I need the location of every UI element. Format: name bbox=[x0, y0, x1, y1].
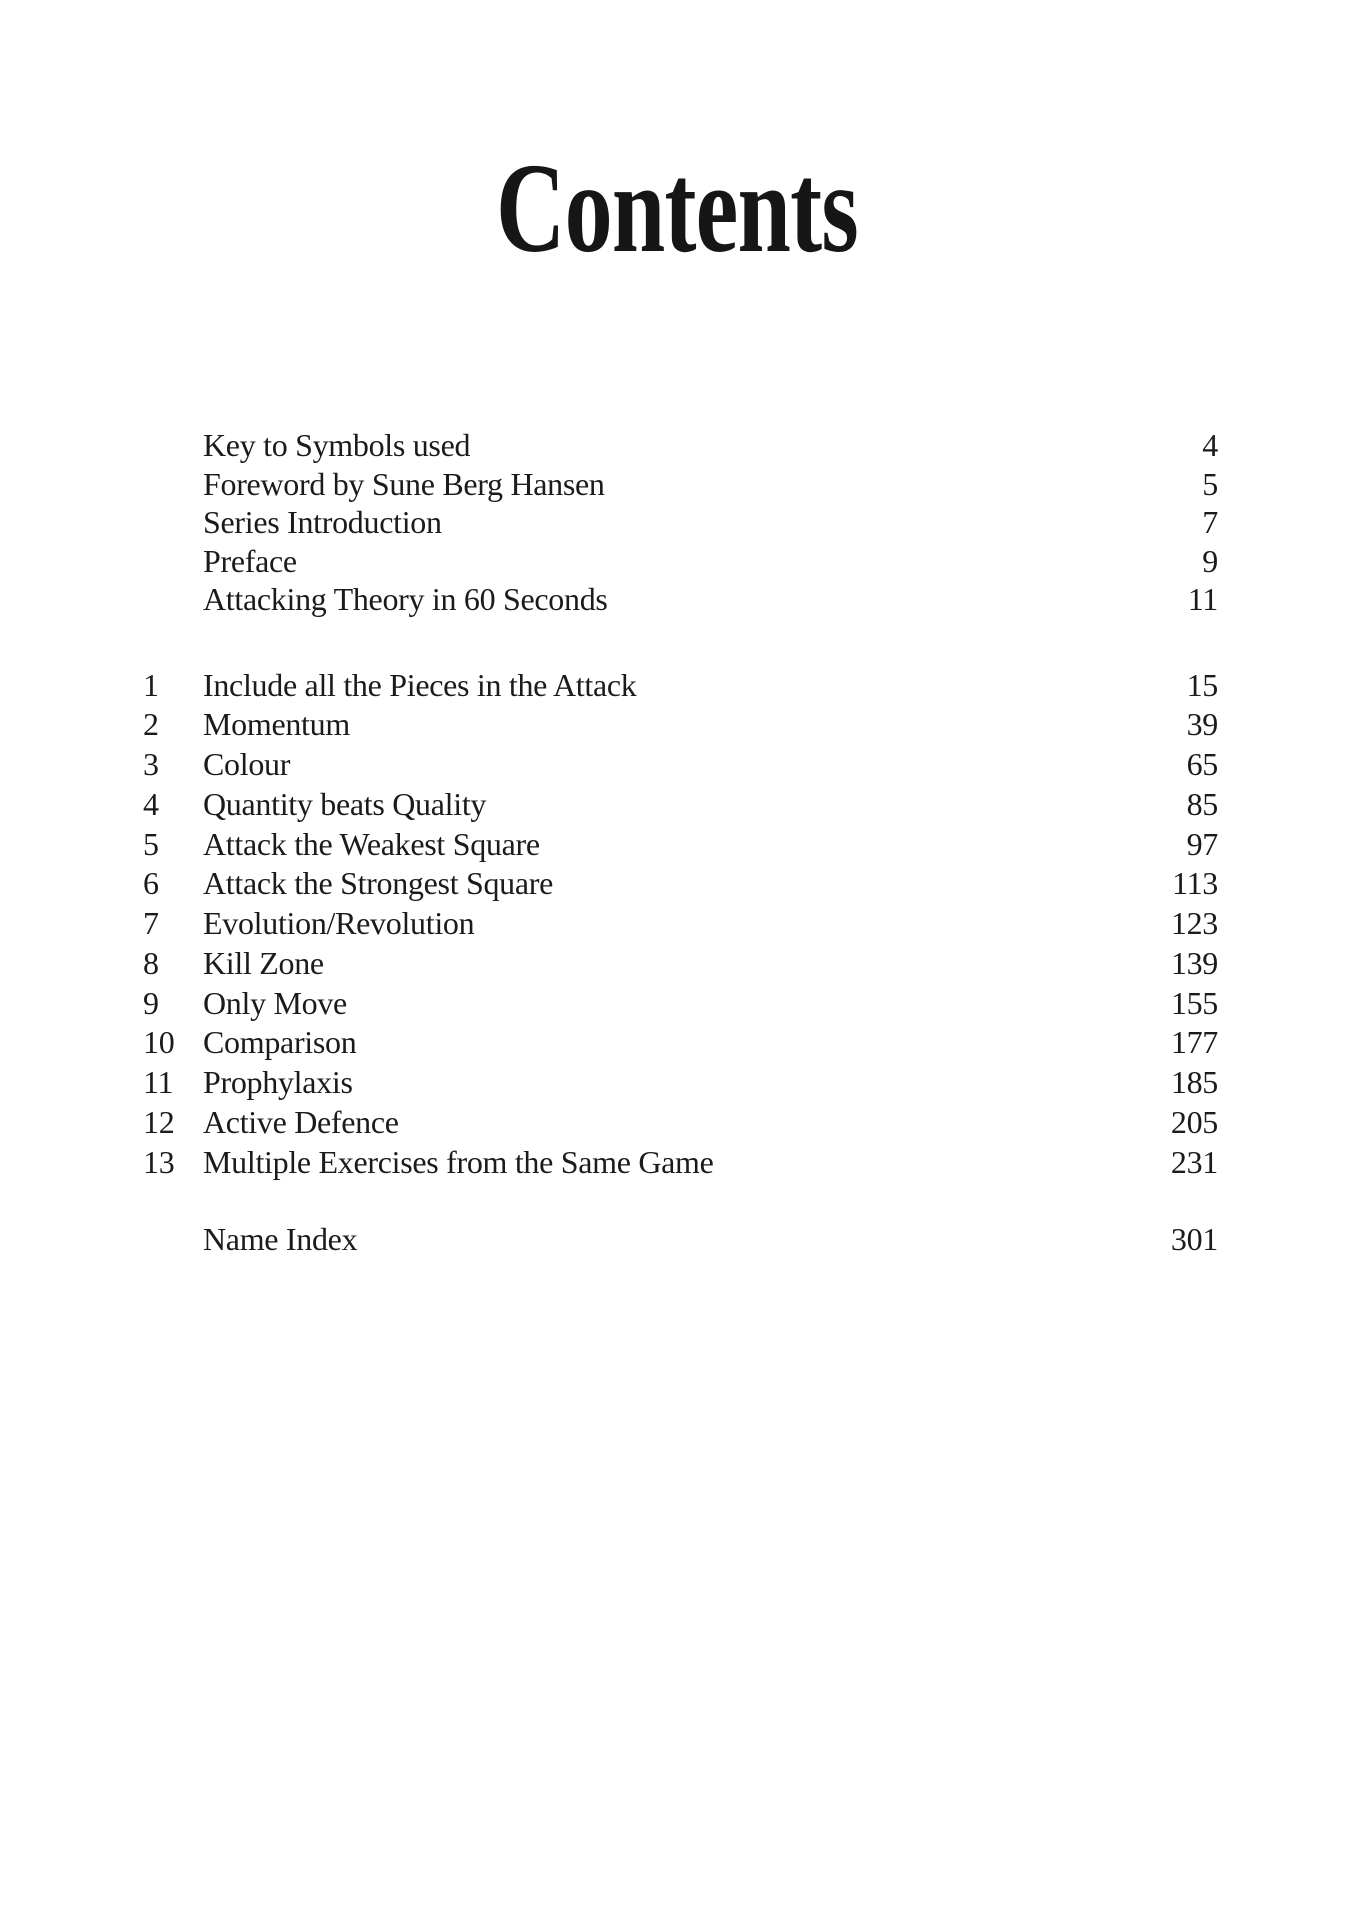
back-matter-section bbox=[143, 1221, 1218, 1261]
entry-title: Multiple Exercises from the Same Game bbox=[203, 1143, 714, 1180]
front-matter-section bbox=[143, 427, 1218, 620]
chapter-number: 4 bbox=[143, 785, 159, 822]
entry-title: Comparison bbox=[203, 1024, 357, 1061]
entry-page-number: 185 bbox=[1170, 1064, 1218, 1100]
section-gap bbox=[143, 1183, 1218, 1221]
entry-page-number: 113 bbox=[1172, 865, 1218, 902]
entry-title: Series Introduction bbox=[203, 504, 442, 540]
chapter-number: 1 bbox=[143, 666, 159, 703]
toc-row bbox=[143, 786, 1218, 826]
entry-title: Preface bbox=[203, 542, 297, 579]
entry-page-number: 39 bbox=[1186, 706, 1218, 743]
chapters-section bbox=[143, 667, 1218, 1184]
section-gap bbox=[143, 620, 1218, 667]
toc-row bbox=[143, 427, 1218, 466]
chapter-number: 12 bbox=[143, 1103, 175, 1140]
chapter-number: 6 bbox=[143, 865, 159, 902]
entry-title: Name Index bbox=[203, 1221, 358, 1258]
toc-row bbox=[143, 746, 1218, 786]
chapter-number: 11 bbox=[143, 1064, 174, 1100]
toc-row bbox=[143, 1064, 1218, 1104]
entry-title: Attack the Weakest Square bbox=[203, 825, 540, 862]
toc-row bbox=[143, 985, 1218, 1025]
toc-row bbox=[143, 1221, 1218, 1261]
entry-page-number: 231 bbox=[1170, 1143, 1218, 1180]
entry-title: Include all the Pieces in the Attack bbox=[203, 666, 637, 703]
entry-page-number: 4 bbox=[1202, 427, 1218, 463]
entry-page-number: 7 bbox=[1202, 504, 1218, 540]
entry-page-number: 11 bbox=[1187, 581, 1218, 617]
chapter-number: 2 bbox=[143, 706, 159, 743]
entry-title: Foreword by Sune Berg Hansen bbox=[203, 465, 605, 502]
entry-page-number: 65 bbox=[1186, 746, 1218, 782]
entry-title: Attack the Strongest Square bbox=[203, 865, 554, 902]
toc-row bbox=[143, 1024, 1218, 1064]
entry-page-number: 97 bbox=[1186, 825, 1218, 862]
chapter-number: 13 bbox=[143, 1143, 175, 1180]
toc-row bbox=[143, 865, 1218, 905]
entry-title: Prophylaxis bbox=[203, 1064, 353, 1100]
entry-page-number: 205 bbox=[1170, 1103, 1218, 1140]
entry-page-number: 15 bbox=[1186, 666, 1218, 703]
entry-page-number: 177 bbox=[1170, 1024, 1218, 1061]
entry-title: Quantity beats Quality bbox=[203, 785, 487, 822]
toc-row bbox=[143, 905, 1218, 945]
page-title: Contents bbox=[495, 137, 859, 279]
entry-page-number: 85 bbox=[1186, 785, 1218, 822]
entry-page-number: 5 bbox=[1202, 465, 1218, 502]
chapter-number: 7 bbox=[143, 905, 159, 941]
entry-page-number: 301 bbox=[1170, 1221, 1218, 1258]
entry-title: Colour bbox=[203, 746, 291, 782]
entry-title: Active Defence bbox=[203, 1103, 399, 1140]
chapter-number: 9 bbox=[143, 984, 159, 1021]
entry-title: Momentum bbox=[203, 706, 350, 743]
entry-title: Kill Zone bbox=[203, 944, 324, 981]
toc-row bbox=[143, 706, 1218, 746]
toc-row bbox=[143, 1144, 1218, 1184]
toc-row bbox=[143, 667, 1218, 707]
table-of-contents bbox=[143, 427, 1218, 1261]
toc-row bbox=[143, 945, 1218, 985]
entry-title: Attacking Theory in 60 Seconds bbox=[203, 581, 608, 617]
entry-page-number: 9 bbox=[1202, 542, 1218, 579]
toc-row bbox=[143, 543, 1218, 582]
entry-page-number: 139 bbox=[1170, 944, 1218, 981]
entry-page-number: 123 bbox=[1170, 905, 1218, 941]
toc-row bbox=[143, 581, 1218, 620]
toc-row bbox=[143, 504, 1218, 543]
entry-title: Evolution/Revolution bbox=[203, 905, 475, 941]
entry-page-number: 155 bbox=[1170, 984, 1218, 1021]
toc-row bbox=[143, 1104, 1218, 1144]
toc-row bbox=[143, 466, 1218, 505]
toc-row bbox=[143, 826, 1218, 866]
entry-title: Only Move bbox=[203, 984, 347, 1021]
chapter-number: 8 bbox=[143, 944, 159, 981]
entry-title: Key to Symbols used bbox=[203, 427, 471, 463]
chapter-number: 3 bbox=[143, 746, 159, 782]
chapter-number: 5 bbox=[143, 825, 159, 862]
chapter-number: 10 bbox=[143, 1024, 175, 1061]
